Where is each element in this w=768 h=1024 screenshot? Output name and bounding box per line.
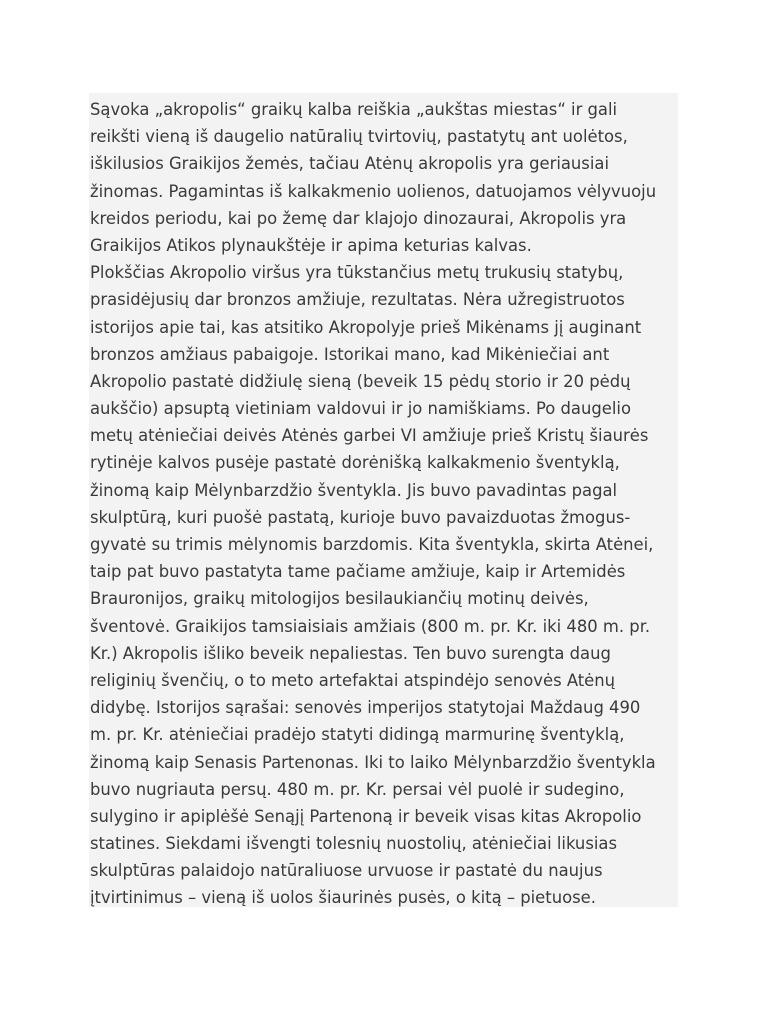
text-line: buvo nugriauta persų. 480 m. pr. Kr. persai vėl puolė ir sudegino, — [90, 779, 625, 799]
text-line: statines. Siekdami išvengti tolesnių nuostolių, atėniečiai likusias — [90, 834, 617, 854]
text-line: Graikijos Atikos plynaukštėje ir apima keturias kalvas. — [90, 235, 532, 255]
document-text-block — [89, 93, 678, 907]
text-line: gyvatė su trimis mėlynomis barzdomis. Kita šventykla, skirta Atėnei, — [90, 535, 654, 554]
text-line: bronzos amžiaus pabaigoje. Istorikai mano, kad Mikėniečiai ant — [90, 344, 610, 364]
text-line: Plokščias Akropolio viršus yra tūkstančius metų trukusių statybų, — [90, 263, 624, 283]
text-line: iškilusios Graikijos žemės, tačiau Atėnų akropolis yra geriausiai — [90, 154, 609, 174]
text-line: taip pat buvo pastatyta tame pačiame amžiuje, kaip ir Artemidės — [90, 562, 626, 582]
text-line: istorijos apie tai, kas atsitiko Akropolyje prieš Mikėnams jį auginant — [90, 317, 642, 337]
text-line: Akropolio pastatė didžiulę sieną (beveik 15 pėdų storio ir 20 pėdų — [90, 371, 631, 391]
text-line: didybę. Istorijos sąrašai: senovės imperijos statytojai Maždaug 490 — [90, 698, 641, 718]
text-line: sulygino ir apiplėšė Senąjį Partenoną ir beveik visas kitas Akropolio — [90, 806, 642, 826]
text-line: religinių švenčių, o to meto artefaktai atspindėjo senovės Atėnų — [90, 670, 616, 690]
text-line: rytinėje kalvos pusėje pastatė dorėnišką kalkakmenio šventyklą, — [90, 453, 620, 473]
text-line: Sąvoka „akropolis“ graikų kalba reiškia „aukštas miestas“ ir gali — [90, 100, 618, 119]
text-line: prasidėjusių dar bronzos amžiuje, rezultatas. Nėra užregistruotos — [90, 290, 625, 310]
text-line: m. pr. Kr. atėniečiai pradėjo statyti didingą marmurinę šventyklą, — [90, 725, 625, 745]
text-line: žinomą kaip Senasis Partenonas. Iki to laiko Mėlynbarzdžio šventykla — [90, 752, 656, 772]
text-line: aukščio) apsuptą vietiniam valdovui ir jo namiškiams. Po daugelio — [90, 399, 631, 419]
text-line: skulptūras palaidojo natūraliuose urvuose ir pastatė du naujus — [90, 861, 603, 881]
text-line: skulptūrą, kuri puošė pastatą, kurioje buvo pavaizduotas žmogus- — [90, 507, 631, 527]
text-line: šventovė. Graikijos tamsiaisiais amžiais (800 m. pr. Kr. iki 480 m. pr. — [90, 616, 651, 636]
text-line: reikšti vieną iš daugelio natūralių tvirtovių, pastatytų ant uolėtos, — [90, 127, 628, 147]
text-line: metų atėniečiai deivės Atėnės garbei VI amžiuje prieš Kristų šiaurės — [90, 426, 649, 446]
text-line: Brauronijos, graikų mitologijos besilaukiančių motinų deivės, — [90, 589, 589, 609]
text-line: Kr.) Akropolis išliko beveik nepaliestas. Ten buvo surengta daug — [90, 643, 611, 663]
text-line: kreidos periodu, kai po žemę dar klajojo dinozaurai, Akropolis yra — [90, 208, 627, 228]
text-line: įtvirtinimus – vieną iš uolos šiaurinės pusės, o kitą – pietuose. — [90, 888, 596, 908]
text-line: žinomas. Pagamintas iš kalkakmenio uolienos, datuojamos vėlyvuoju — [90, 181, 657, 201]
text-line: žinomą kaip Mėlynbarzdžio šventykla. Jis buvo pavadintas pagal — [90, 480, 618, 500]
